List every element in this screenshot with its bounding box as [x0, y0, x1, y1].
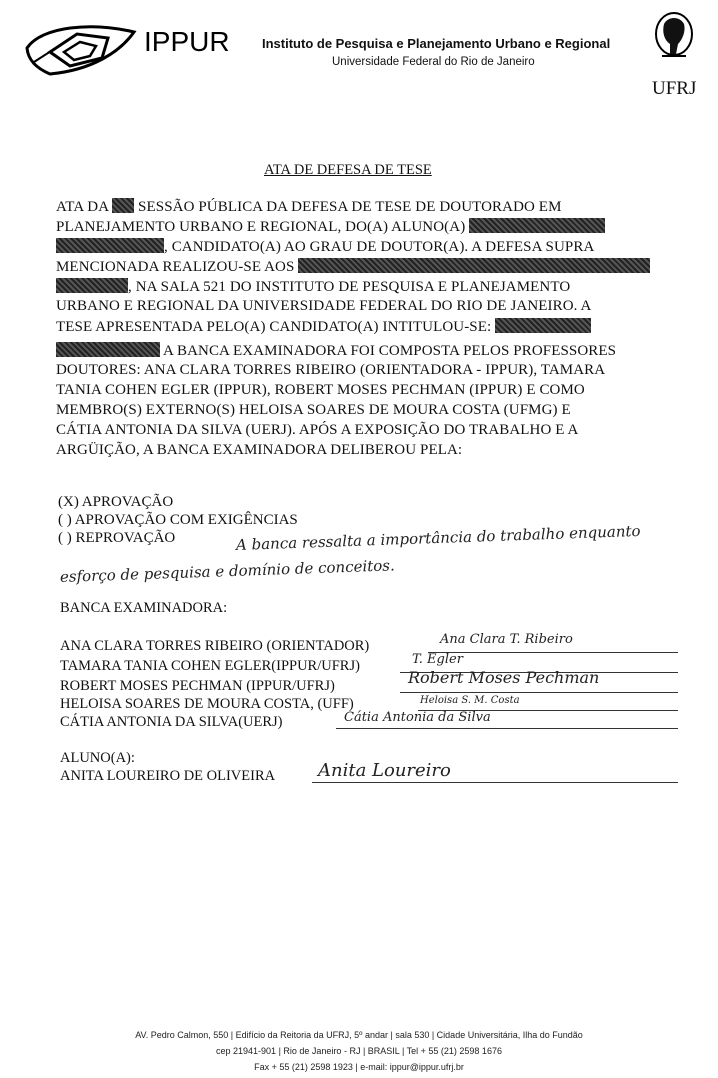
ippur-wordmark: IPPUR — [144, 26, 230, 57]
footer-fax-email: Fax + 55 (21) 2598 1923 | e-mail: ippur@ippur.ufrj.br — [254, 1062, 464, 1072]
redaction-block — [56, 278, 128, 293]
examiner-label: ANA CLARA TORRES RIBEIRO (ORIENTADOR) — [60, 638, 370, 654]
body-text: MENCIONADA REALIZOU-SE AOS — [56, 259, 295, 275]
body-text: TESE APRESENTADA PELO(A) CANDIDATO(A) INTITULOU-SE: — [56, 319, 492, 335]
examiner-signature: Robert Moses Pechman — [408, 668, 600, 687]
body-line — [56, 258, 650, 276]
handwritten-note-line1: A banca ressalta a importância do trabalho enquanto — [235, 521, 641, 554]
option-label: APROVAÇÃO COM EXIGÊNCIAS — [74, 512, 298, 528]
checkbox-mark: ( ) — [58, 512, 72, 528]
examiner-signature: Heloisa S. M. Costa — [420, 695, 520, 706]
body-line: TANIA COHEN EGLER (IPPUR), ROBERT MOSES PECHMAN (IPPUR) E COMO — [56, 382, 585, 398]
body-line: CÁTIA ANTONIA DA SILVA (UERJ). APÓS A EXPOSIÇÃO DO TRABALHO E A — [56, 422, 579, 438]
student-name: ANITA LOUREIRO DE OLIVEIRA — [60, 768, 276, 784]
examiner-signature: Cátia Antonia da Silva — [344, 710, 491, 725]
redaction-block — [495, 318, 591, 333]
body-line: ARGÜIÇÃO, A BANCA EXAMINADORA DELIBEROU PELA: — [56, 442, 463, 458]
body-text: , CANDIDATO(A) AO GRAU DE DOUTOR(A). A DEFESA SUPRA — [164, 239, 595, 255]
handwritten-note-line2: esforço de pesquisa e domínio de conceitos. — [59, 556, 396, 586]
checkbox-mark: ( ) — [58, 530, 72, 546]
body-line — [56, 218, 605, 236]
body-text: SESSÃO PÚBLICA DA DEFESA DE TESE DE DOUTORADO EM — [138, 199, 562, 215]
redaction-block — [112, 198, 134, 213]
body-line — [56, 238, 594, 256]
document-title: ATA DE DEFESA DE TESE — [264, 162, 432, 178]
signature-line — [312, 782, 678, 783]
examiner-label: TAMARA TANIA COHEN EGLER(IPPUR/UFRJ) — [60, 658, 360, 674]
signature-line — [336, 728, 678, 729]
examiner-signature: Ana Clara T. Ribeiro — [440, 632, 573, 647]
examiner-label: HELOISA SOARES DE MOURA COSTA, (UFF) — [60, 696, 354, 712]
institute-name: Instituto de Pesquisa e Planejamento Urbano e Regional — [262, 36, 611, 51]
body-line — [56, 318, 591, 336]
ufrj-label: UFRJ — [652, 78, 697, 99]
ufrj-seal-icon — [652, 10, 696, 62]
redaction-block — [56, 238, 164, 253]
student-label: ALUNO(A): — [60, 750, 135, 766]
option-rejection — [58, 530, 175, 547]
body-line — [56, 198, 562, 216]
redaction-block — [298, 258, 650, 273]
body-line: MEMBRO(S) EXTERNO(S) HELOISA SOARES DE MOURA COSTA (UFMG) E — [56, 402, 571, 418]
body-text: PLANEJAMENTO URBANO E REGIONAL, DO(A) ALUNO(A) — [56, 219, 466, 235]
body-text: , NA SALA 521 DO INSTITUTO DE PESQUISA E PLANEJAMENTO — [128, 279, 571, 295]
signature-line — [428, 652, 678, 653]
body-line — [56, 278, 570, 296]
body-line: URBANO E REGIONAL DA UNIVERSIDADE FEDERAL DO RIO DE JANEIRO. A — [56, 298, 592, 314]
ippur-logo-icon — [22, 18, 142, 78]
footer-contact: cep 21941-901 | Rio de Janeiro - RJ | BRASIL | Tel + 55 (21) 2598 1676 — [216, 1046, 502, 1056]
checkbox-mark: (X) — [58, 494, 79, 510]
option-label: APROVAÇÃO — [81, 494, 174, 510]
student-signature: Anita Loureiro — [318, 760, 451, 781]
examiner-label: CÁTIA ANTONIA DA SILVA(UERJ) — [60, 714, 283, 730]
option-approval — [58, 494, 173, 511]
footer-address: AV. Pedro Calmon, 550 | Edifício da Reitoria da UFRJ, 5º andar | sala 530 | Cidade Universitária, Ilha do Fundão — [135, 1030, 583, 1040]
university-name: Universidade Federal do Rio de Janeiro — [332, 56, 535, 68]
redaction-block — [56, 342, 160, 357]
redaction-block — [469, 218, 605, 233]
signature-line — [400, 692, 678, 693]
body-text: ATA DA — [56, 199, 109, 215]
examiner-label: ROBERT MOSES PECHMAN (IPPUR/UFRJ) — [60, 678, 335, 694]
option-approval-with-requirements — [58, 512, 298, 529]
option-label: REPROVAÇÃO — [75, 530, 176, 546]
body-text: A BANCA EXAMINADORA FOI COMPOSTA PELOS PROFESSORES — [163, 343, 617, 359]
body-line — [56, 342, 616, 360]
banca-label: BANCA EXAMINADORA: — [60, 600, 228, 616]
examiner-signature: T. Egler — [412, 652, 463, 667]
body-line: DOUTORES: ANA CLARA TORRES RIBEIRO (ORIENTADORA - IPPUR), TAMARA — [56, 362, 606, 378]
